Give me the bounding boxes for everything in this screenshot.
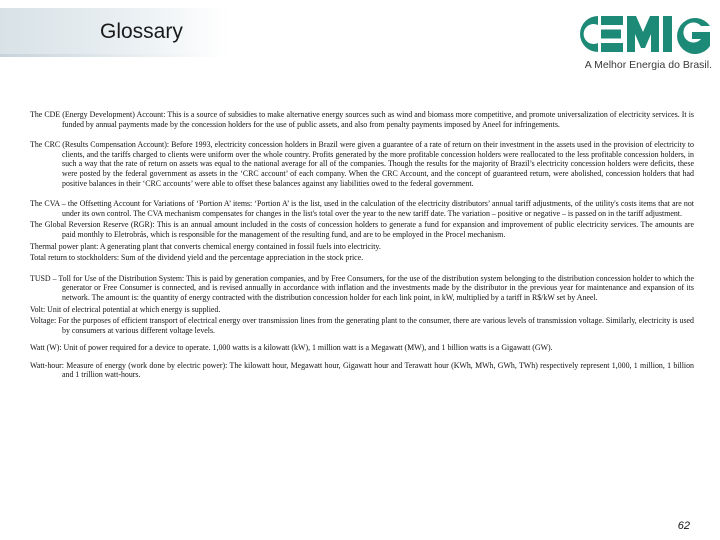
glossary-entry-cva: The CVA – the Offsetting Account for Variations of ‘Portion A’ items: ‘Portion A’ is the list, used in the calculation of the electricity distributors’ annual tariff adjustments, of the utility's costs items that are not under its own control. The CVA mechanism compensates for changes in the list's total over the year to the new tariff date. The variation – positive or negative – is passed on in the tariff adjustment.	[30, 199, 694, 218]
glossary-entry-watt: Watt (W): Unit of power required for a device to operate. 1,000 watts is a kilowatt (kW), 1 million watt is a Megawatt (MW), and 1 billion watts is a Gigawatt (GW).	[30, 343, 553, 353]
logo-tagline: A Melhor Energia do Brasil.	[584, 59, 712, 71]
cemig-logo	[566, 12, 712, 76]
glossary-entry-rgr: The Global Reversion Reserve (RGR): This is an annual amount included in the costs of concession holders to generate a fund for expansion and improvement of public electricity services. The amounts are paid monthly to Eletrobrás, which is responsible for the management of the resulting fund, and are to be employed in the Procel mechanism.	[30, 220, 694, 239]
glossary-entry-crc: The CRC (Results Compensation Account): Before 1993, electricity concession holders in Brazil were given a guarantee of a rate of return on their investment in the assets used in the provision of electricity to clients, and the tariffs charged to clients were uniform over the whole country. Profits generated by the more profitable concession holders were reallocated to the less profitable concession holders, in such a way that the rate of return on assets was equal to the national average for all of the companies. Though the results for the majority of Brazil’s electricity concession holders were deficits, these were posted by the federal government as assets in the ‘CRC account’ of each company. When the CRC Account, and the concept of guaranteed return, were abolished, concession holders that had positive balances in their ‘CRC accounts’ were able to offset these balances against any liabilities owed to the federal government.	[30, 140, 694, 188]
glossary-entry-total-return: Total return to stockholders: Sum of the dividend yield and the percentage appreciation in the stock price.	[30, 253, 364, 263]
glossary-entry-watt-hour: Watt-hour: Measure of energy (work done by electric power): The kilowatt hour, Megawatt hour, Gigawatt hour and Terawatt hour (KWh, MWh, GWh, TWh) respectively represent 1,000, 1 million, 1 billion and 1 trillion watt-hours.	[30, 360, 694, 380]
glossary-entry-volt: Volt: Unit of electrical potential at which energy is supplied.	[30, 304, 221, 314]
slide-header	[0, 0, 720, 82]
glossary-entry-cde: The CDE (Energy Development) Account: This is a source of subsidies to make alternative energy sources such as wind and biomass more competitive, and promote universalization of electricity services. It is funded by annual payments made by the concession holders for the use of public assets, and also from penalty payments imposed by Aneel for infringements.	[30, 110, 694, 129]
title-tab-underline	[0, 54, 228, 57]
slide-title: Glossary	[100, 20, 183, 43]
glossary-body	[30, 110, 694, 380]
glossary-entry-tusd: TUSD – Toll for Use of the Distribution System: This is paid by generation companies, and by Free Consumers, for the use of the distribution system belonging to the distribution concession holder to which the generator or Free Consumer is connected, and is revised annually in accordance with inflation and the investments made by the distributor in the previous year for maintenance and expansion of its network. The amount is: the quantity of energy contracted with the distribution concession holder for each link point, in kW, multiplied by a tariff in R$/kW set by Aneel.	[30, 273, 694, 302]
glossary-entry-voltage: Voltage: For the purposes of efficient transport of electrical energy over transmission lines from the generating plant to the consumer, there are various levels of transmission voltage. Similarly, electricity is used by consumers at various different voltage levels.	[30, 316, 694, 335]
glossary-entry-thermal-power-plant: Thermal power plant: A generating plant that converts chemical energy contained in fossil fuels into electricity.	[30, 241, 381, 251]
page-number: 62	[677, 520, 690, 532]
cemig-wordmark-icon	[572, 12, 712, 56]
